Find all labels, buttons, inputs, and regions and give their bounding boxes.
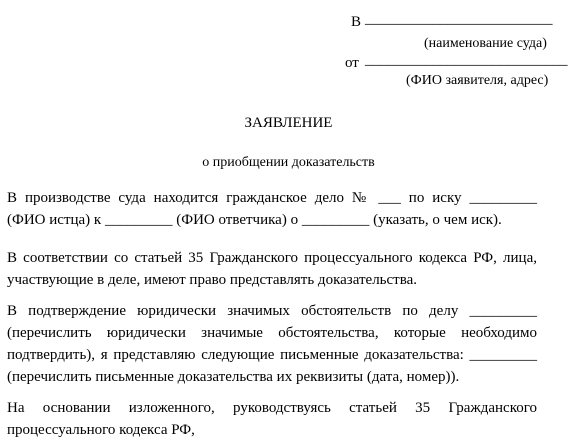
from-prefix: от xyxy=(345,55,359,71)
paragraph-evidence xyxy=(7,300,537,388)
paragraph-line: участвующие в деле, имеют право представлять доказательства. xyxy=(7,272,418,288)
applicant-blank-line: ___________________________ xyxy=(365,52,568,68)
paragraph-conclusion xyxy=(7,397,537,441)
document-title: ЗАЯВЛЕНИЕ xyxy=(244,115,333,131)
paragraph-line: В подтверждение юридически значимых обстоятельств по делу _________ xyxy=(7,303,537,319)
paragraph-case-info xyxy=(7,187,537,231)
paragraph-line: (ФИО истца) к _________ (ФИО ответчика) о _________ (указать, о чем иск). xyxy=(7,212,502,228)
to-prefix: В xyxy=(351,14,362,30)
court-blank-line: _________________________ xyxy=(365,11,553,27)
applicant-caption: (ФИО заявителя, адрес) xyxy=(406,73,549,88)
paragraph-line: На основании изложенного, руководствуясь статьей 35 Гражданского xyxy=(7,400,537,416)
paragraph-line: В производстве суда находится гражданское дело № ___ по иску _________ xyxy=(7,190,537,206)
paragraph-legal-basis xyxy=(7,247,537,291)
paragraph-line: процессуального кодекса РФ, xyxy=(7,422,195,438)
paragraph-line: подтвердить), я представляю следующие письменные доказательства: _________ xyxy=(7,347,537,363)
paragraph-line: (перечислить письменные доказательства их реквизиты (дата, номер)). xyxy=(7,369,460,385)
document-subtitle: о приобщении доказательств xyxy=(202,155,375,170)
paragraph-line: В соответствии со статьей 35 Гражданского процессуального кодекса РФ, лица, xyxy=(7,250,537,266)
court-caption: (наименование суда) xyxy=(424,36,547,51)
paragraph-line: (перечислить юридически значимые обстоятельства, которые необходимо xyxy=(7,325,537,341)
